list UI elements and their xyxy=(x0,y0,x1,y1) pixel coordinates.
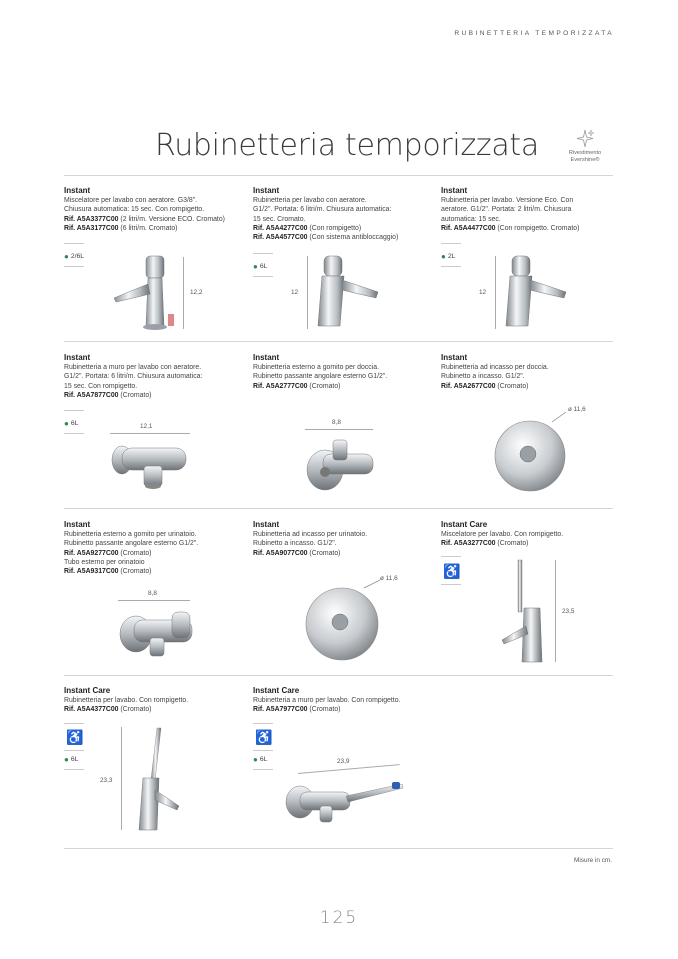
product-desc-line: Rubinetteria ad incasso per urinatoio. xyxy=(253,531,368,538)
flow-badge: ● 6L xyxy=(253,755,268,764)
product-ref: Rif. A5A9317C00 xyxy=(64,568,119,576)
product-instant-care-2 xyxy=(64,686,246,715)
product-desc-line: Miscelatore per lavabo con aeratore. G3/8". xyxy=(64,197,198,204)
product-ref: Rif. A5A3277C00 xyxy=(441,540,496,548)
product-ref: Rif. A5A7977C00 xyxy=(253,706,308,714)
water-drop-icon: ● xyxy=(253,262,258,271)
dimension-height: 12,2 xyxy=(190,289,203,296)
product-ref-line xyxy=(441,382,623,391)
badge-divider xyxy=(441,584,461,585)
product-ref-desc: (Cromato) xyxy=(118,391,152,399)
measurement-note: Misure in cm. xyxy=(574,857,612,864)
product-instant-care-1 xyxy=(441,520,623,549)
product-desc-line: Rubinetteria per lavabo. Versione Eco. Con xyxy=(441,197,574,204)
product-instant-6 xyxy=(441,353,623,391)
product-instant-3 xyxy=(441,186,623,233)
faucet-image-deck-mixer xyxy=(110,254,190,332)
badge-divider xyxy=(441,556,461,557)
dimension-width: 8,8 xyxy=(148,590,157,597)
product-ref: Rif. A5A2677C00 xyxy=(441,382,496,390)
badge-divider xyxy=(253,253,273,254)
product-ref-line xyxy=(441,224,623,233)
flow-badge: ● 6L xyxy=(64,755,79,764)
evershine-line1: Rivestimento xyxy=(568,150,602,156)
dimension-height: 23,3 xyxy=(100,777,113,784)
wheelchair-icon: ♿ xyxy=(66,729,84,745)
product-desc-line: Rubinetteria a muro per lavabo con aeratore. xyxy=(64,364,202,371)
product-ref-desc: (2 litri/m. Versione ECO. Cromato) xyxy=(118,215,225,223)
wheelchair-icon: ♿ xyxy=(443,563,461,579)
product-ref: Rif. A5A4477C00 xyxy=(441,224,496,232)
faucet-image-shower-flush-plate xyxy=(494,412,570,498)
product-ref-line xyxy=(64,705,246,714)
product-desc-line: Rubinetteria esterno a gomito per urinatoio. xyxy=(64,531,197,538)
product-ref-desc: (Cromato) xyxy=(118,549,152,557)
faucet-image-wall-tap xyxy=(108,436,192,494)
dimension-height: 12 xyxy=(479,289,487,296)
product-ref: Rif. A5A9077C00 xyxy=(253,549,308,557)
product-desc-line: Rubinetteria per lavabo con aeratore. xyxy=(253,197,367,204)
product-desc-line: Rubinetteria a muro per lavabo. Con rompigetto. xyxy=(253,697,401,704)
dimension-diameter: ø 11,6 xyxy=(568,406,586,413)
divider xyxy=(64,175,613,176)
page-title: Rubinetteria temporizzata xyxy=(155,128,539,163)
evershine-line2: Evershine® xyxy=(570,157,600,163)
product-ref-line xyxy=(64,391,246,400)
badge-divider xyxy=(253,723,273,724)
dimension-line xyxy=(183,257,184,329)
dimension-line xyxy=(110,433,190,434)
product-desc-line: Rubinetto a incasso. G1/2". xyxy=(441,373,525,381)
sparkle-icon xyxy=(556,128,614,150)
product-ref-desc: (Cromato) xyxy=(495,540,529,548)
divider xyxy=(64,675,613,676)
dimension-diameter: ø 11,6 xyxy=(380,575,398,582)
product-title: Instant xyxy=(64,186,91,195)
dimension-height: 12 xyxy=(291,289,299,296)
badge-divider xyxy=(64,410,84,411)
product-title: Instant xyxy=(64,353,91,362)
product-desc-line: automatica: 15 sec. xyxy=(441,215,501,223)
product-desc-line: G1/2". Portata: 6 litri/m. Chiusura automatica: xyxy=(64,373,203,381)
dimension-width: 12,1 xyxy=(140,423,153,430)
product-ref-line xyxy=(253,549,435,558)
product-ref: Rif. A5A4377C00 xyxy=(64,706,119,714)
product-ref: Rif. A5A9277C00 xyxy=(64,549,119,557)
product-ref-line xyxy=(253,382,435,391)
product-ref-line xyxy=(253,705,435,714)
product-ref: Rif. A5A7877C00 xyxy=(64,391,119,399)
product-instant-8 xyxy=(253,520,435,558)
product-ref-desc: (Cromato) xyxy=(118,706,152,714)
water-drop-icon: ● xyxy=(64,755,69,764)
flow-badge: ● 6L xyxy=(64,419,79,428)
dimension-line xyxy=(121,727,122,830)
product-ref-desc: (Cromato) xyxy=(307,706,341,714)
product-desc-line: Rubinetteria per lavabo. Con rompigetto. xyxy=(64,697,189,704)
faucet-image-urinal-flush-plate xyxy=(304,580,384,666)
divider xyxy=(64,848,613,849)
product-ref-line xyxy=(64,567,246,576)
water-drop-icon: ● xyxy=(441,252,446,261)
flow-badge: ● 2/6L xyxy=(64,252,85,261)
product-ref-line xyxy=(64,549,246,558)
badge-divider xyxy=(64,243,84,244)
dimension-line xyxy=(307,256,308,329)
divider xyxy=(64,508,613,509)
badge-divider xyxy=(441,266,461,267)
product-desc-line: 15 sec. Con rompigetto. xyxy=(64,382,138,390)
product-ref-desc: (Con rompigetto. Cromato) xyxy=(495,224,580,232)
product-ref-line xyxy=(441,539,623,548)
divider xyxy=(64,341,613,342)
product-instant-5 xyxy=(253,353,435,391)
product-instant-2 xyxy=(253,186,435,242)
product-title: Instant Care xyxy=(253,686,300,695)
product-desc-line: G1/2". Portata: 6 litri/m. Chiusura automatica: xyxy=(253,206,392,214)
product-instant-4 xyxy=(64,353,246,400)
product-ref-desc: (Con rompigetto) xyxy=(307,224,362,232)
section-header-label: RUBINETTERIA TEMPORIZZATA xyxy=(454,30,614,37)
product-ref-line xyxy=(253,233,435,242)
product-instant-7 xyxy=(64,520,246,576)
product-desc-line: Rubinetteria ad incasso per doccia. xyxy=(441,364,549,371)
product-desc-line: Rubinetto a incasso. G1/2". xyxy=(253,540,337,548)
product-ref-desc: (Cromato) xyxy=(307,382,341,390)
product-ref-desc: (Cromato) xyxy=(495,382,529,390)
product-ref: Rif. A5A4277C00 xyxy=(253,224,308,232)
flow-badge: ● 6L xyxy=(253,262,268,271)
dimension-line xyxy=(118,600,190,601)
product-ref: Rif. A5A4577C00 xyxy=(253,234,308,242)
product-desc-line: Rubinetto passante angolare esterno G1/2". xyxy=(64,540,199,548)
water-drop-icon: ● xyxy=(64,252,69,261)
badge-divider xyxy=(64,266,84,267)
faucet-image-eco-tap xyxy=(498,252,570,332)
product-desc-line: Tubo esterno per orinatoio xyxy=(64,558,145,566)
product-instant-1 xyxy=(64,186,246,233)
product-desc-line: Chiusura automatica: 15 sec. Con rompigetto. xyxy=(64,206,205,214)
badge-divider xyxy=(253,276,273,277)
product-title: Instant xyxy=(64,520,91,529)
faucet-image-shower-elbow xyxy=(303,432,377,494)
dimension-width: 8,8 xyxy=(332,419,341,426)
product-title: Instant Care xyxy=(441,520,488,529)
water-drop-icon: ● xyxy=(64,419,69,428)
product-ref-desc: (Cromato) xyxy=(307,549,341,557)
product-ref: Rif. A5A3377C00 xyxy=(64,215,119,223)
dimension-line xyxy=(495,256,496,329)
badge-divider xyxy=(253,750,273,751)
product-title: Instant xyxy=(253,353,280,362)
product-title: Instant xyxy=(253,520,280,529)
faucet-image-care-mixer xyxy=(498,558,556,664)
flow-badge: ● 2L xyxy=(441,252,456,261)
badge-divider xyxy=(64,433,84,434)
product-instant-care-3 xyxy=(253,686,435,715)
dimension-height: 23,5 xyxy=(562,608,575,615)
page-number: 125 xyxy=(319,908,359,928)
product-desc-line: aeratore. G1/2". Portata: 2 litri/m. Chiusura xyxy=(441,206,572,214)
product-title: Instant xyxy=(441,186,468,195)
product-ref-line xyxy=(253,224,435,233)
faucet-image-urinal-elbow xyxy=(116,602,196,660)
badge-divider xyxy=(441,243,461,244)
water-drop-icon: ● xyxy=(253,755,258,764)
evershine-badge xyxy=(556,128,614,164)
product-title: Instant xyxy=(441,353,468,362)
dimension-width: 23,9 xyxy=(337,758,350,765)
wheelchair-icon: ♿ xyxy=(255,729,273,745)
badge-divider xyxy=(253,769,273,770)
product-desc-line: Miscelatore per lavabo. Con rompigetto. xyxy=(441,531,564,538)
badge-divider xyxy=(64,750,84,751)
faucet-image-basin-tap xyxy=(310,252,382,332)
product-title: Instant Care xyxy=(64,686,111,695)
product-ref-desc: (Cromato) xyxy=(118,568,152,576)
product-ref-desc: (6 litri/m. Cromato) xyxy=(118,224,178,232)
product-desc-line: Rubinetto passante angolare esterno G1/2". xyxy=(253,373,388,381)
product-ref-line xyxy=(64,215,246,224)
product-ref-line xyxy=(64,224,246,233)
faucet-image-care-tap xyxy=(125,724,183,832)
dimension-line xyxy=(305,429,373,430)
badge-divider xyxy=(64,723,84,724)
product-desc-line: Rubinetteria esterno a gomito per doccia. xyxy=(253,364,380,371)
product-ref: Rif. A5A3177C00 xyxy=(64,224,119,232)
badge-divider xyxy=(64,769,84,770)
product-desc-line: 15 sec. Cromato. xyxy=(253,215,306,223)
product-title: Instant xyxy=(253,186,280,195)
dimension-line xyxy=(298,764,400,774)
product-ref-desc: (Con sistema antibloccaggio) xyxy=(307,234,399,242)
faucet-image-care-wall-tap xyxy=(284,776,408,826)
product-ref: Rif. A5A2777C00 xyxy=(253,382,308,390)
